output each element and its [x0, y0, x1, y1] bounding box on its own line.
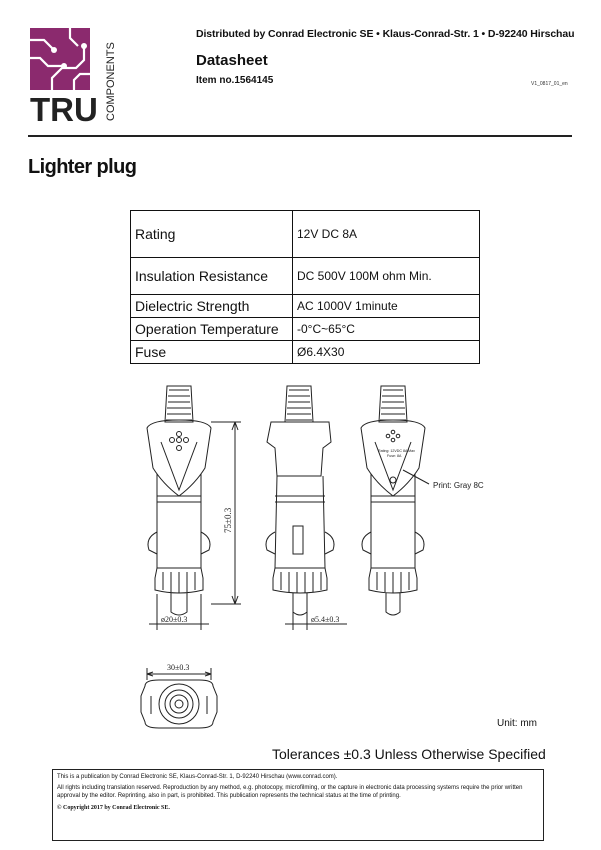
spec-value: -0°C~65°C	[293, 318, 480, 341]
unit-note: Unit: mm	[497, 718, 537, 729]
page-title: Lighter plug	[28, 156, 137, 178]
rating-print-line-2: Fuse: 8A	[387, 454, 402, 458]
table-row	[131, 318, 480, 341]
rear-view	[361, 386, 429, 615]
table-row	[131, 295, 480, 318]
footer-line-1: This is a publication by Conrad Electronic SE, Klaus-Conrad-Str. 1, D-92240 Hirschau (www.conrad.com).	[57, 774, 338, 780]
spec-label: Operation Temperature	[131, 318, 293, 341]
spec-label: Fuse	[131, 341, 293, 364]
spec-label: Rating	[131, 211, 293, 258]
spec-value: Ø6.4X30	[293, 341, 480, 364]
footer-line-2: All rights including translation reserved. Reproduction by any method, e.g. photocopy, microfilming, or the capture in electronic data processing systems require the prior written approval by the editor. Reprinting, also in part, is prohibited. This publication represents the technical status at the time of printing.	[57, 785, 523, 799]
technical-drawing	[125, 378, 515, 738]
spec-value: DC 500V 100M ohm Min.	[293, 258, 480, 295]
spec-label: Insulation Resistance	[131, 258, 293, 295]
top-dimension: 30±0.3	[167, 663, 190, 672]
top-view	[141, 668, 217, 728]
side-view	[266, 386, 347, 630]
tru-components-logo	[30, 28, 118, 123]
table-row	[131, 258, 480, 295]
table-row	[131, 341, 480, 364]
spec-value: 12V DC 8A	[293, 211, 480, 258]
version-code: V1_0817_01_en	[531, 81, 568, 87]
footer-copyright: © Copyright 2017 by Conrad Electronic SE.	[57, 805, 170, 811]
datasheet-title: Datasheet	[196, 52, 268, 69]
spec-label: Dielectric Strength	[131, 295, 293, 318]
distributor-line: Distributed by Conrad Electronic SE • Klaus-Conrad-Str. 1 • D-92240 Hirschau	[196, 28, 575, 40]
print-note: Print: Gray 8C	[433, 481, 484, 490]
table-row	[131, 211, 480, 258]
spec-table	[130, 210, 480, 364]
item-number: Item no.1564145	[196, 75, 274, 86]
tip-dimension: ø5.4±0.3	[311, 615, 340, 624]
spec-value: AC 1000V 1minute	[293, 295, 480, 318]
width-dimension: ø20±0.3	[161, 615, 188, 624]
length-dimension: 75±0.3	[223, 507, 233, 533]
rating-print-line-1: Rating: 12VDC 8A Max	[378, 449, 415, 453]
tolerance-note: Tolerances ±0.3 Unless Otherwise Specified	[272, 746, 546, 762]
logo-sub: COMPONENTS	[105, 42, 117, 121]
publication-footer	[52, 769, 544, 841]
header-divider	[28, 135, 572, 137]
logo-wordmark: TRU	[30, 91, 98, 123]
